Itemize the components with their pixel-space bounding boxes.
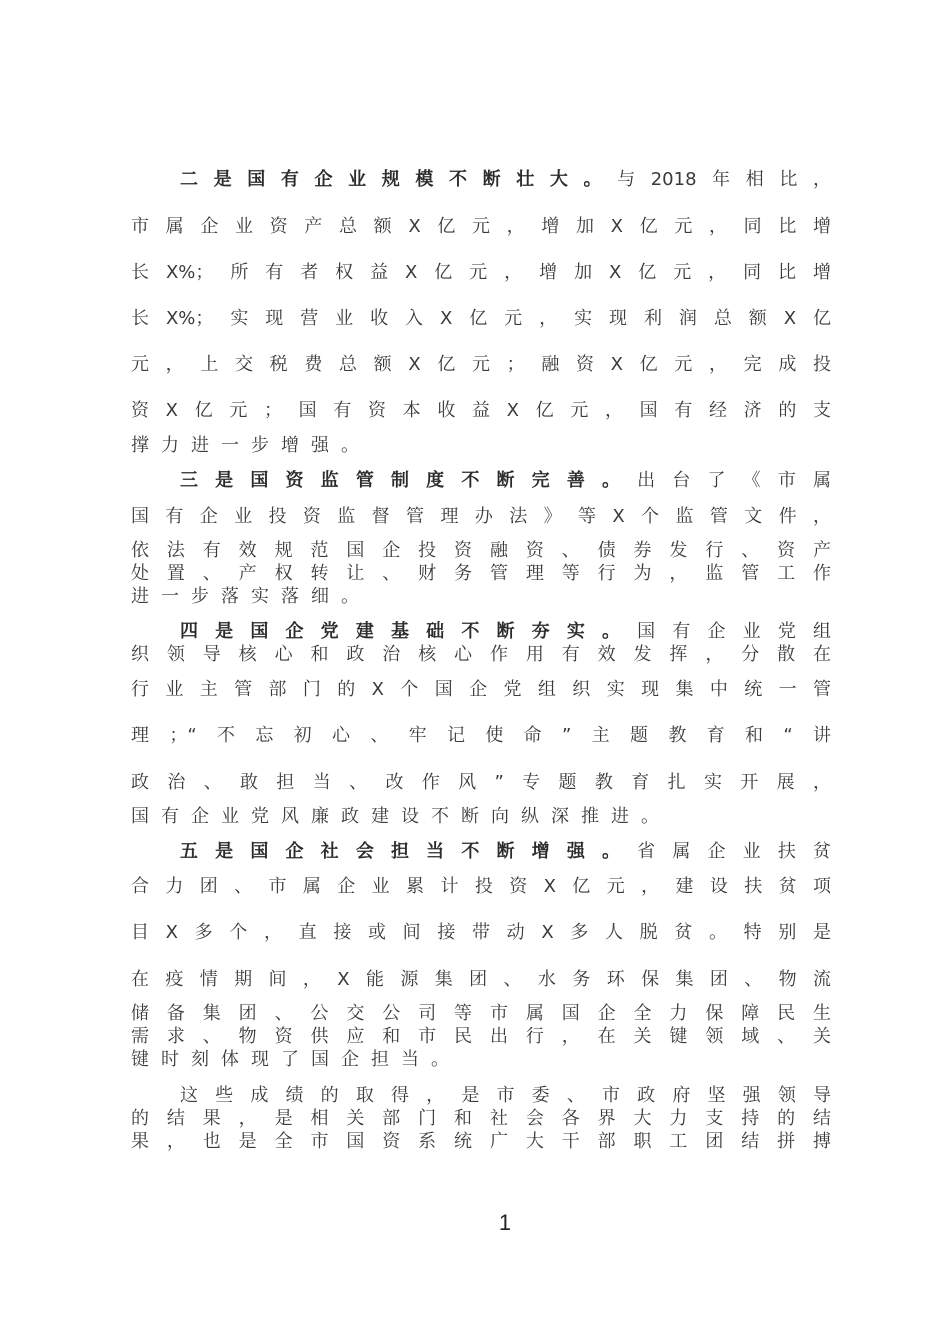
line-text: 与2018年相比， [617, 169, 832, 190]
text-line [131, 920, 831, 946]
line-text: 理；“不忘初心、牢记使命”主题教育和“讲 [131, 725, 831, 746]
text-line [131, 642, 831, 668]
text-line [180, 839, 831, 865]
line-text: 处置、产权转让、财务管理等行为，监管工作 [131, 563, 831, 584]
line-text: 织领导核心和政治核心作用有效发挥，分散在 [131, 644, 831, 665]
line-text: 目X多个，直接或间接带动X多人脱贫。特别是 [131, 922, 831, 943]
line-text: 资X亿元；国有资本收益X亿元，国有经济的支 [131, 400, 831, 421]
line-text: 这些成绩的取得，是市委、市政府坚强领导 [180, 1085, 831, 1106]
line-text: 元，上交税费总额X亿元；融资X亿元，完成投 [131, 354, 831, 375]
text-line [131, 260, 831, 286]
text-line [131, 433, 831, 459]
line-text: 的结果，是相关部门和社会各界大力支持的结 [131, 1108, 831, 1129]
line-text: 依法有效规范国企投资融资、债券发行、资产 [131, 540, 831, 561]
text-line [131, 584, 831, 610]
line-text: 在疫情期间，X能源集团、水务环保集团、物流 [131, 969, 831, 990]
text-line [131, 677, 831, 703]
paragraph-lead: 五是国企社会担当不断增强。 [180, 841, 638, 862]
text-line [180, 468, 831, 494]
line-text: 行业主管部门的X个国企党组织实现集中统一管 [131, 679, 831, 700]
line-text: 国有企业投资监督管理办法》等X个监管文件， [131, 506, 831, 527]
text-line [131, 214, 831, 240]
line-text: 长X%；实现营业收入X亿元，实现利润总额X亿 [131, 308, 831, 329]
text-line [180, 167, 831, 193]
text-line [131, 770, 831, 796]
paragraph-lead: 四是国企党建基础不断夯实。 [180, 621, 638, 642]
text-line [131, 398, 831, 424]
line-text: 果，也是全市国资系统广大干部职工团结拼搏 [131, 1131, 831, 1152]
text-line [131, 352, 831, 378]
line-text: 国有企业党组 [637, 621, 832, 642]
line-text: 省属企业扶贫 [637, 841, 832, 862]
line-text: 合力团、市属企业累计投资X亿元，建设扶贫项 [131, 876, 831, 897]
line-text: 市属企业资产总额X亿元，增加X亿元，同比增 [131, 216, 831, 237]
text-line [131, 1129, 831, 1155]
line-text: 进一步落实落细。 [131, 586, 371, 607]
line-text: 政治、敢担当、改作风”专题教育扎实开展， [131, 772, 831, 793]
line-text: 储备集团、公交公司等市属国企全力保障民生 [131, 1003, 831, 1024]
paragraph-lead: 二是国有企业规模不断壮大。 [180, 169, 618, 190]
line-text: 键时刻体现了国企担当。 [131, 1049, 461, 1070]
line-text: 出台了《市属 [637, 470, 832, 491]
line-text: 需求、物资供应和市民出行，在关键领域、关 [131, 1026, 831, 1047]
text-line [131, 1047, 831, 1073]
paragraph-lead: 三是国资监管制度不断完善。 [180, 470, 638, 491]
text-line [131, 504, 831, 530]
text-line [131, 723, 831, 749]
text-line [131, 804, 831, 830]
page-number: 1 [498, 1210, 512, 1235]
text-line [131, 874, 831, 900]
line-text: 长X%；所有者权益X亿元，增加X亿元，同比增 [131, 262, 831, 283]
line-text: 国有企业党风廉政建设不断向纵深推进。 [131, 806, 671, 827]
text-line [131, 967, 831, 993]
line-text: 撑力进一步增强。 [131, 435, 371, 456]
text-line [131, 306, 831, 332]
